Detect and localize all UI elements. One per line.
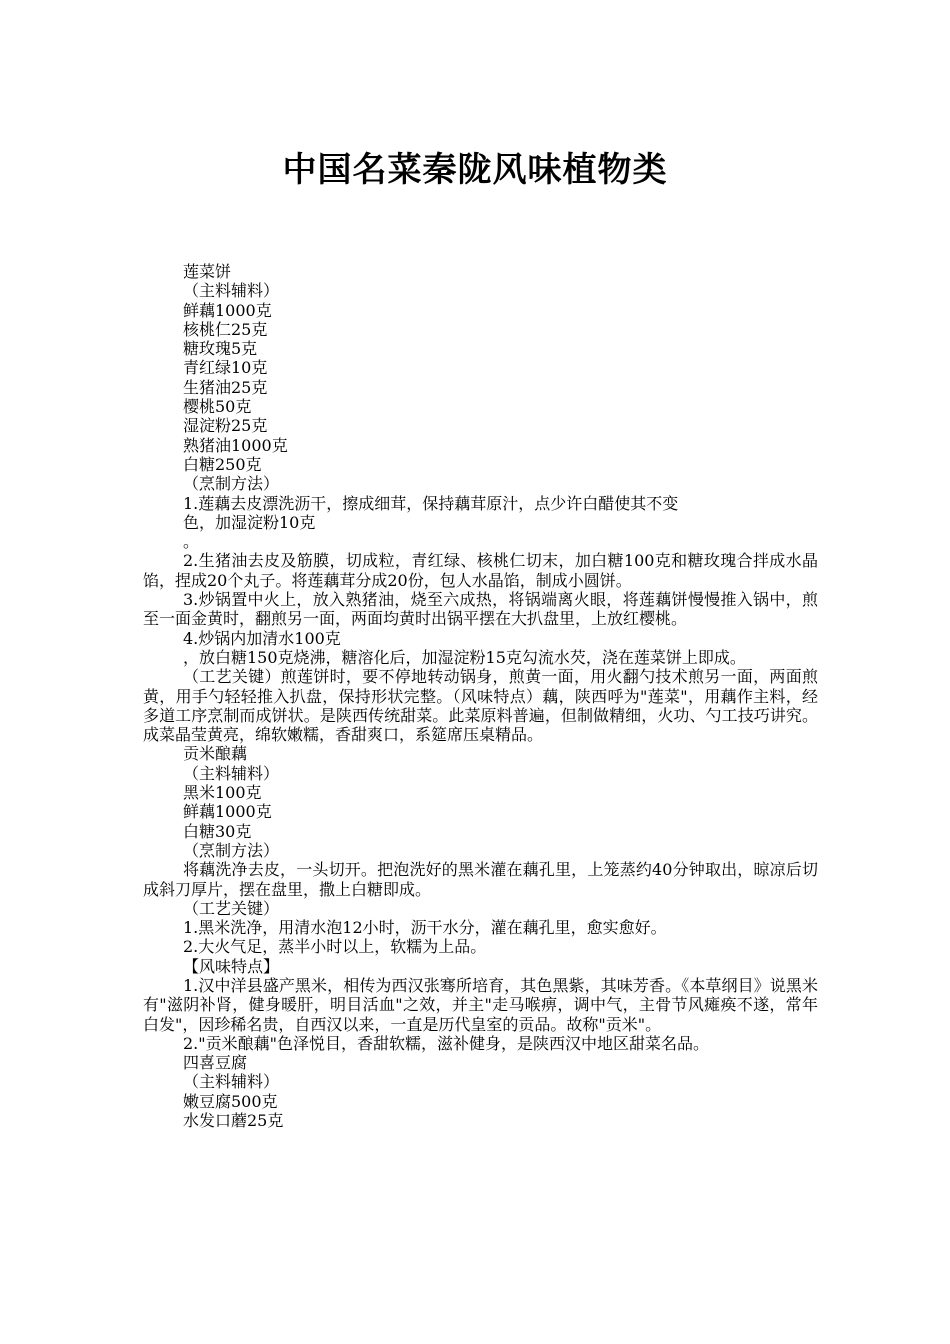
technique-line: 2.大火气足，蒸半小时以上，软糯为上品。	[183, 937, 487, 957]
ingredient-line: 白糖250克	[183, 454, 262, 474]
ingredient-line: 嫩豆腐500克	[183, 1091, 278, 1111]
section-heading-ingredients: （主料辅料）	[183, 1072, 280, 1092]
document-title: 中国名菜秦陇风味植物类	[282, 150, 668, 190]
ingredient-line: 熟猪油1000克	[183, 435, 288, 455]
section-heading-method: （烹制方法）	[183, 840, 280, 860]
method-step-paragraph: 2.生猪油去皮及筋膜，切成粒，青红绿、核桃仁切末，加白糖100克和糖玫瑰合拌成水晶馅，捏成20个丸子。将莲藕茸分成20份，包人水晶馅，制成小圆饼。	[143, 551, 818, 590]
technique-line: 1.黑米洗净，用清水泡12小时，沥干水分，灌在藕孔里，愈实愈好。	[183, 918, 667, 938]
method-step-paragraph: 3.炒锅置中火上，放入熟猪油，烧至六成热，将锅端离火眼，将莲藕饼慢慢推入锅中，煎至一面金黄时，翻煎另一面，两面均黄时出锅平摆在大扒盘里，上放红樱桃。	[143, 590, 818, 629]
method-step-line: 4.炒锅内加清水100克	[183, 628, 341, 648]
ingredient-line: 黑米100克	[183, 783, 262, 803]
section-heading-ingredients: （主料辅料）	[183, 763, 280, 783]
ingredient-line: 湿淀粉25克	[183, 416, 268, 436]
section-heading-method: （烹制方法）	[183, 474, 280, 494]
recipe-title-si-xi-dou-fu: 四喜豆腐	[183, 1053, 248, 1073]
flavor-paragraph: 1.汉中洋县盛产黑米，相传为西汉张骞所培育，其色黑紫，其味芳香。《本草纲目》说黑米有"滋阴补肾，健身暖肝，明目活血"之效，并主"走马喉痹，调中气，主骨节风瘫痪不遂，常年白发"，因珍稀名贵，自西汉以来，一直是历代皇室的贡品。故称"贡米"。	[143, 975, 818, 1034]
flavor-line: 2."贡米酿藕"色泽悦目，香甜软糯，滋补健身，是陕西汉中地区甜菜名品。	[183, 1033, 709, 1053]
ingredient-line: 鲜藕1000克	[183, 802, 272, 822]
technique-and-flavor-paragraph: （工艺关键）煎莲饼时，要不停地转动锅身，煎黄一面，用火翻勺技术煎另一面，两面煎黄，用手勺轻轻推入扒盘，保持形状完整。（风味特点）藕，陕西呼为"莲菜"，用藕作主料，经多道工序烹制而成饼状。是陕西传统甜菜。此菜原料普遍，但制做精细，火功、勺工技巧讲究。成菜晶莹黄亮，绵软嫩糯，香甜爽口，系筵席压桌精品。	[143, 667, 818, 745]
ingredient-line: 青红绿10克	[183, 358, 268, 378]
ingredient-line: 樱桃50克	[183, 397, 252, 417]
document-body	[143, 262, 818, 1130]
ingredient-line: 糖玫瑰5克	[183, 339, 258, 359]
section-heading-flavor: 【风味特点】	[183, 956, 280, 976]
recipe-title-lian-cai-bing: 莲菜饼	[183, 262, 232, 281]
ingredient-line: 生猪油25克	[183, 377, 268, 397]
method-paragraph: 将藕洗净去皮，一头切开。把泡洗好的黑米灌在藕孔里，上笼蒸约40分钟取出，晾凉后切成斜刀厚片，摆在盘里，撒上白糖即成。	[143, 860, 818, 899]
method-step-line: 色，加湿淀粉10克	[183, 512, 316, 532]
method-step-paragraph: ，放白糖150克烧沸，糖溶化后，加湿淀粉15克勾流水芡，浇在莲菜饼上即成。	[183, 647, 746, 667]
method-step-line: 1.莲藕去皮漂洗沥干，擦成细茸，保持藕茸原汁，点少许白醋使其不变	[183, 493, 679, 513]
ingredient-line: 水发口蘑25克	[183, 1111, 284, 1131]
ingredient-line: 白糖30克	[183, 821, 252, 841]
ingredient-line: 鲜藕1000克	[183, 300, 272, 320]
method-step-line: 。	[183, 532, 200, 552]
recipe-title-gong-mi-niang-ou: 贡米酿藕	[183, 744, 248, 764]
section-heading-technique: （工艺关键）	[183, 898, 280, 918]
section-heading-ingredients: （主料辅料）	[183, 281, 280, 301]
ingredient-line: 核桃仁25克	[183, 319, 268, 339]
